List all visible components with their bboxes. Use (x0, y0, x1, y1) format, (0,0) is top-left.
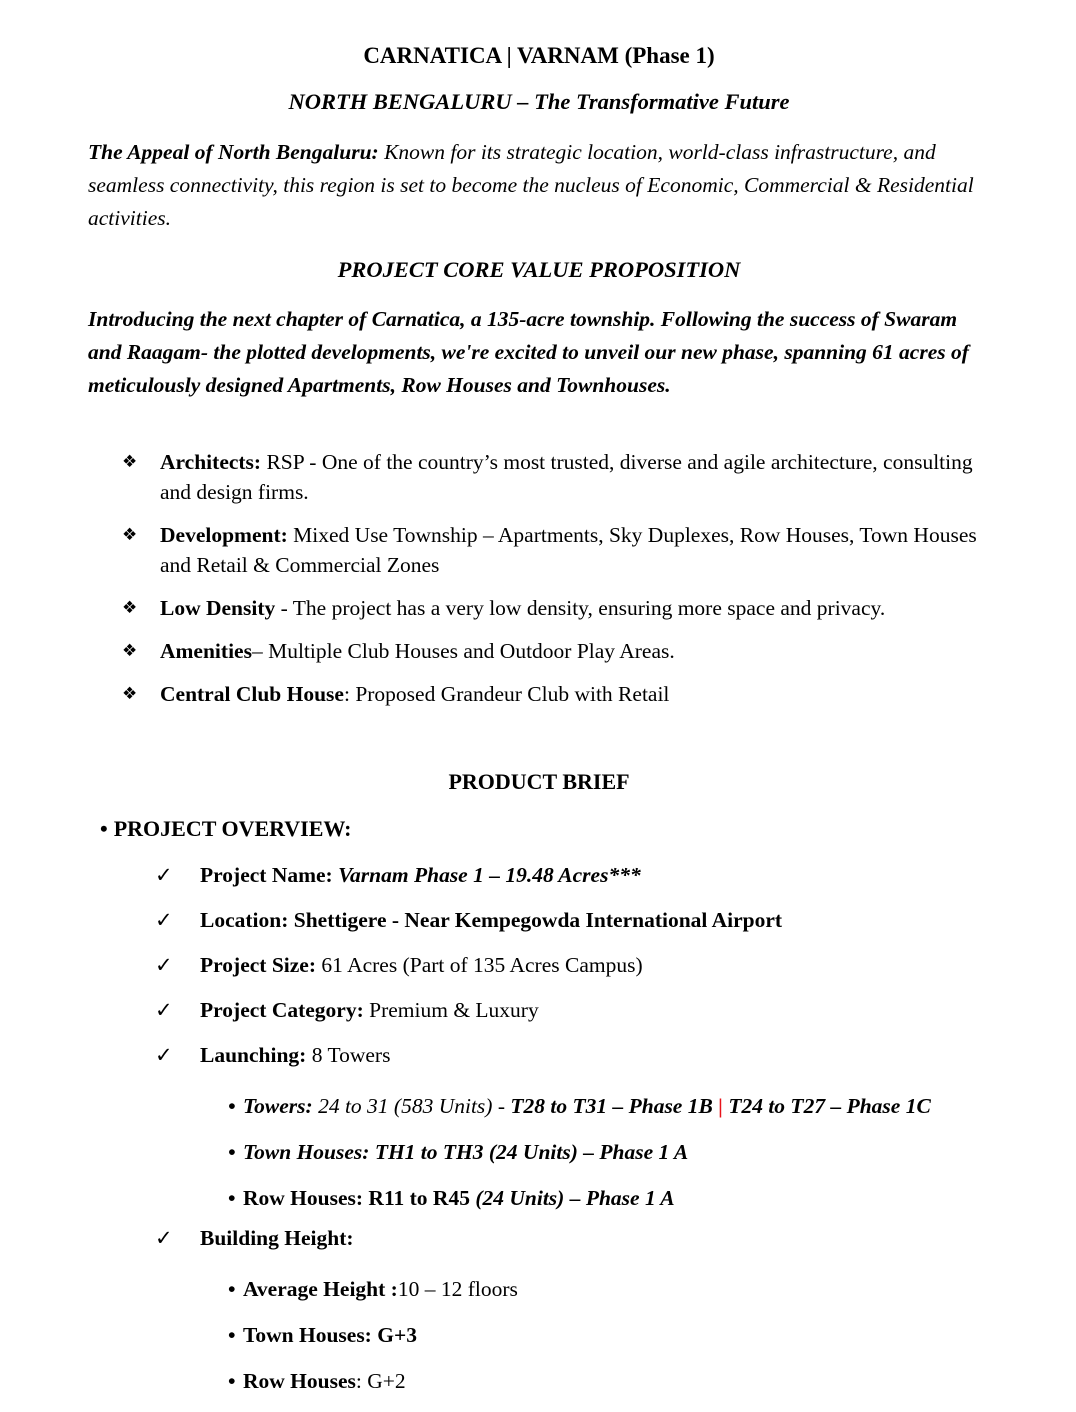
diamond-bullet-icon: ❖ (122, 684, 138, 704)
overview-item-project-category (88, 995, 990, 1026)
overview-item-value: 8 Towers (306, 1042, 391, 1067)
checkmark-icon: ✓ (155, 1225, 173, 1250)
feature-item-development (88, 520, 990, 580)
feature-item-central-club-house (88, 679, 990, 709)
feature-label: Development: (160, 523, 288, 547)
doc-title: CARNATICA | VARNAM (Phase 1) (363, 43, 715, 68)
appeal-paragraph (88, 136, 990, 235)
appeal-lead: The Appeal of North Bengaluru: (88, 139, 379, 164)
average-height-value: 10 – 12 floors (397, 1276, 518, 1301)
overview-item-label: Project Size: (200, 952, 316, 977)
towers-line (88, 1085, 990, 1128)
feature-item-architects (88, 447, 990, 507)
row-houses-line (88, 1177, 990, 1220)
feature-label: Low Density (160, 596, 276, 620)
overview-item-text (200, 950, 643, 981)
building-height-label: Building Height: (200, 1225, 354, 1250)
average-height-label: Average Height : (243, 1276, 398, 1301)
towers-phase-1c: T24 to T27 – Phase 1C (722, 1093, 931, 1118)
row-houses-height-value: : G+2 (355, 1368, 406, 1393)
feature-text (160, 593, 885, 623)
building-height-section (88, 1223, 990, 1254)
average-height-text (243, 1268, 990, 1311)
product-brief-heading: PRODUCT BRIEF (448, 769, 630, 794)
checkmark-icon: ✓ (155, 1042, 173, 1067)
overview-item-value: Varnam Phase 1 – 19.48 Acres*** (332, 862, 641, 887)
overview-item-label: Project Name: (200, 862, 333, 887)
overview-item-project-name (88, 860, 990, 891)
round-bullet-icon: • (228, 1276, 236, 1301)
overview-item-label: Location: Shettigere - Near Kempegowda International Airport (200, 907, 783, 932)
diamond-bullet-icon: ❖ (122, 641, 138, 661)
feature-value: Mixed Use Township – Apartments, Sky Duplexes, Row Houses, Town Houses and Retail & Commercial Zones (160, 523, 977, 577)
appeal-text: Known for its strategic location, world-class infrastructure, and seamless connectivity, this region is set to become the nucleus of Economic, Commercial & Residential activities. (88, 139, 974, 230)
towers-range: 24 to 31 (583 Units) - (312, 1093, 511, 1118)
feature-value: – Multiple Club Houses and Outdoor Play Areas. (251, 639, 675, 663)
building-height-heading (88, 1223, 990, 1254)
feature-text (160, 679, 669, 709)
core-value-heading: PROJECT CORE VALUE PROPOSITION (337, 256, 741, 282)
round-bullet-icon: • (228, 1139, 236, 1164)
building-height-list (88, 1268, 990, 1403)
row-houses-height-label: Row Houses (243, 1368, 356, 1393)
launch-detail-list (88, 1085, 990, 1220)
overview-item-value: Premium & Luxury (363, 997, 539, 1022)
average-height-line (88, 1268, 990, 1311)
overview-item-text (200, 1040, 390, 1071)
town-houses-height-text (243, 1314, 990, 1357)
row-houses-height-text (243, 1360, 990, 1403)
checkmark-icon: ✓ (155, 862, 173, 887)
overview-item-launching (88, 1040, 990, 1071)
project-overview-label: PROJECT OVERVIEW: (113, 815, 352, 841)
feature-label: Central Club House (160, 682, 344, 706)
feature-item-amenities (88, 636, 990, 666)
overview-item-label: Project Category: (200, 997, 364, 1022)
round-bullet-icon: • (228, 1368, 236, 1393)
towers-phase-1b: T28 to T31 – Phase 1B (510, 1093, 719, 1118)
town-houses-height-label: Town Houses: G+3 (243, 1322, 417, 1347)
project-overview-heading (88, 815, 990, 843)
feature-item-low-density (88, 593, 990, 623)
row-houses-phase: (24 Units) – Phase 1 A (475, 1185, 675, 1210)
core-value-paragraph: Introducing the next chapter of Carnatica, a 135-acre township. Following the success of Swaram and Raagam- the plotted developments, we're excited to unveil our new phase, spanning 61 acres of meticulously designed Apartments, Row Houses and Townhouses. (88, 307, 969, 397)
feature-text (160, 447, 990, 507)
town-houses-line (88, 1131, 990, 1174)
overview-item-project-size (88, 950, 990, 981)
overview-item-text (200, 860, 641, 891)
town-houses-height-line (88, 1314, 990, 1357)
feature-label: Architects: (160, 450, 262, 474)
overview-item-text (200, 995, 539, 1026)
overview-item-value: 61 Acres (Part of 135 Acres Campus) (316, 952, 643, 977)
round-bullet-icon: • (100, 815, 108, 841)
row-houses-height-line (88, 1360, 990, 1403)
phase-separator: | (718, 1093, 723, 1118)
checkmark-icon: ✓ (155, 907, 173, 932)
diamond-bullet-icon: ❖ (122, 525, 138, 545)
row-houses-text (243, 1177, 990, 1220)
feature-label: Amenities (160, 639, 252, 663)
checkmark-icon: ✓ (155, 952, 173, 977)
overview-item-label: Launching: (200, 1042, 307, 1067)
checkmark-icon: ✓ (155, 997, 173, 1022)
diamond-bullet-icon: ❖ (122, 452, 138, 472)
feature-list (88, 447, 990, 709)
feature-text (160, 636, 675, 666)
diamond-bullet-icon: ❖ (122, 598, 138, 618)
towers-text (243, 1085, 990, 1128)
round-bullet-icon: • (228, 1093, 236, 1118)
overview-item-text (200, 905, 782, 936)
overview-checklist (88, 860, 990, 1071)
feature-value: RSP - One of the country’s most trusted, diverse and agile architecture, consulting and design firms. (160, 450, 973, 504)
feature-value: - The project has a very low density, ensuring more space and privacy. (275, 596, 886, 620)
towers-label: Towers: (243, 1093, 313, 1118)
round-bullet-icon: • (228, 1185, 236, 1210)
town-houses-text: Town Houses: TH1 to TH3 (24 Units) – Phase 1 A (243, 1139, 689, 1164)
overview-item-location (88, 905, 990, 936)
feature-value: : Proposed Grandeur Club with Retail (343, 682, 670, 706)
round-bullet-icon: • (228, 1322, 236, 1347)
building-height-text (200, 1223, 354, 1254)
doc-subtitle: NORTH BENGALURU – The Transformative Future (288, 88, 790, 114)
feature-text (160, 520, 990, 580)
row-houses-label: Row Houses: R11 to R45 (243, 1185, 476, 1210)
